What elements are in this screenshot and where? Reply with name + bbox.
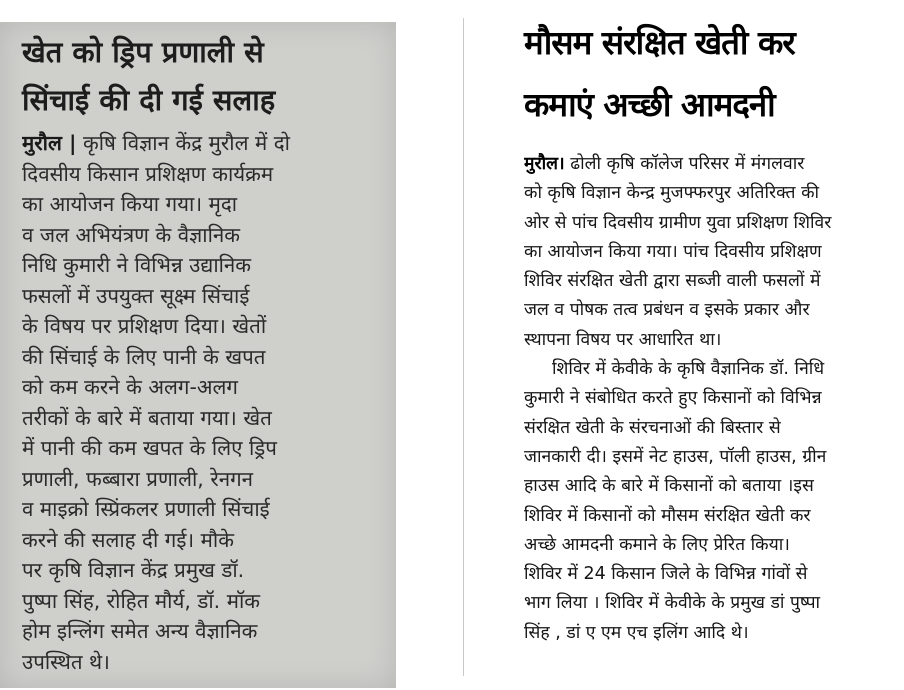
left-body-line: पुष्पा सिंह, रोहित मौर्य, डॉ. मॉक bbox=[22, 588, 261, 613]
left-body-line: करने की सलाह दी गई। मौके bbox=[22, 527, 234, 552]
right-body-line: हाउस आदि के बारे में किसानों को बताया ।इस bbox=[524, 476, 814, 497]
left-body-line: फसलों में उपयुक्त सूक्ष्म सिंचाई bbox=[22, 283, 250, 308]
left-news-clipping bbox=[0, 22, 396, 688]
right-body-line: भाग लिया । शिविर में केवीके के प्रमुख डां पुष्पा bbox=[524, 593, 821, 614]
right-body-line: संरक्षित खेती के संरचनाओं की बिस्तार से bbox=[524, 417, 781, 438]
right-news-clipping bbox=[500, 0, 900, 690]
left-body-line: व जल अभियंत्रण के वैज्ञानिक bbox=[22, 222, 241, 247]
left-body-line: की सिंचाई के लिए पानी के खपत bbox=[22, 344, 266, 369]
left-article-body bbox=[22, 128, 386, 677]
right-body-line: सिंह , डां ए एम एच इलिंग आदि थे। bbox=[524, 622, 749, 643]
right-body-text: ढोली कृषि कॉलेज परिसर में मंगलवार bbox=[564, 154, 805, 174]
left-headline-line-2: सिंचाई की दी गई सलाह bbox=[22, 83, 276, 117]
right-headline-line-1: मौसम संरक्षित खेती कर bbox=[524, 23, 795, 62]
right-dateline: मुरौल। bbox=[524, 154, 565, 174]
right-body-line: शिविर में किसानों को मौसम संरक्षित खेती कर bbox=[524, 505, 811, 526]
right-body-line: का आयोजन किया गया। पांच दिवसीय प्रशिक्षण bbox=[524, 241, 822, 262]
left-body-line: को कम करने के अलग-अलग bbox=[22, 375, 238, 399]
right-body-line: स्थापना विषय पर आधारित था। bbox=[524, 329, 722, 350]
left-body-line: पर कृषि विज्ञान केंद्र प्रमुख डॉ. bbox=[22, 558, 245, 582]
left-headline-line-1: खेत को ड्रिप प्रणाली से bbox=[22, 35, 264, 69]
right-body-line: शिविर में 24 किसान जिले के विभिन्न गांवों से bbox=[524, 564, 808, 585]
left-body-line: तरीकों के बारे में बताया गया। खेत bbox=[22, 405, 272, 430]
left-headline bbox=[22, 28, 386, 124]
left-body-line: में पानी की कम खपत के लिए ड्रिप bbox=[22, 436, 277, 460]
right-article-body bbox=[524, 150, 900, 648]
right-body-line: अच्छे आमदनी कमाने के लिए प्रेरित किया। bbox=[524, 534, 790, 555]
right-body-line: जानकारी दी। इसमें नेट हाउस, पॉली हाउस, ग्रीन bbox=[524, 446, 827, 467]
right-body-line: कुमारी ने संबोधित करते हुए किसानों को विभिन्न bbox=[524, 388, 822, 409]
right-body-line: जल व पोषक तत्व प्रबंधन व इसके प्रकार और bbox=[524, 300, 810, 321]
left-body-line: प्रणाली, फब्बारा प्रणाली, रेनगन bbox=[22, 466, 254, 491]
left-body-line: दिवसीय किसान प्रशिक्षण कार्यक्रम bbox=[22, 161, 274, 186]
right-body-line: ओर से पांच दिवसीय ग्रामीण युवा प्रशिक्षण शिविर bbox=[524, 212, 832, 233]
left-body-line: होम इन्लिंग समेत अन्य वैज्ञानिक bbox=[22, 619, 258, 643]
left-body-line: व माइक्रो स्प्रिंकलर प्रणाली सिंचाई bbox=[22, 497, 270, 521]
right-body-line: शिविर में केवीके के कृषि वैज्ञानिक डॉ. निधि bbox=[552, 359, 825, 380]
left-body-line: निधि कुमारी ने विभिन्न उद्यानिक bbox=[22, 253, 252, 277]
column-divider bbox=[463, 18, 464, 676]
right-body-line: को कृषि विज्ञान केन्द्र मुजफ्फरपुर अतिरिक्त की bbox=[524, 183, 820, 204]
left-dateline: मुरौल | bbox=[22, 131, 77, 155]
left-body-line: उपस्थित थे। bbox=[22, 649, 110, 674]
left-body-line: के विषय पर प्रशिक्षण दिया। खेतों bbox=[22, 314, 267, 338]
left-body-line: का आयोजन किया गया। मृदा bbox=[22, 192, 238, 216]
right-headline bbox=[524, 12, 900, 136]
left-body-line bbox=[22, 128, 386, 159]
left-body-text: कृषि विज्ञान केंद्र मुरौल में दो bbox=[76, 131, 290, 155]
right-body-line: शिविर संरक्षित खेती द्वारा सब्जी वाली फसलों में bbox=[524, 271, 821, 292]
right-headline-line-2: कमाएं अच्छी आमदनी bbox=[524, 85, 775, 124]
right-body-line bbox=[524, 150, 900, 179]
